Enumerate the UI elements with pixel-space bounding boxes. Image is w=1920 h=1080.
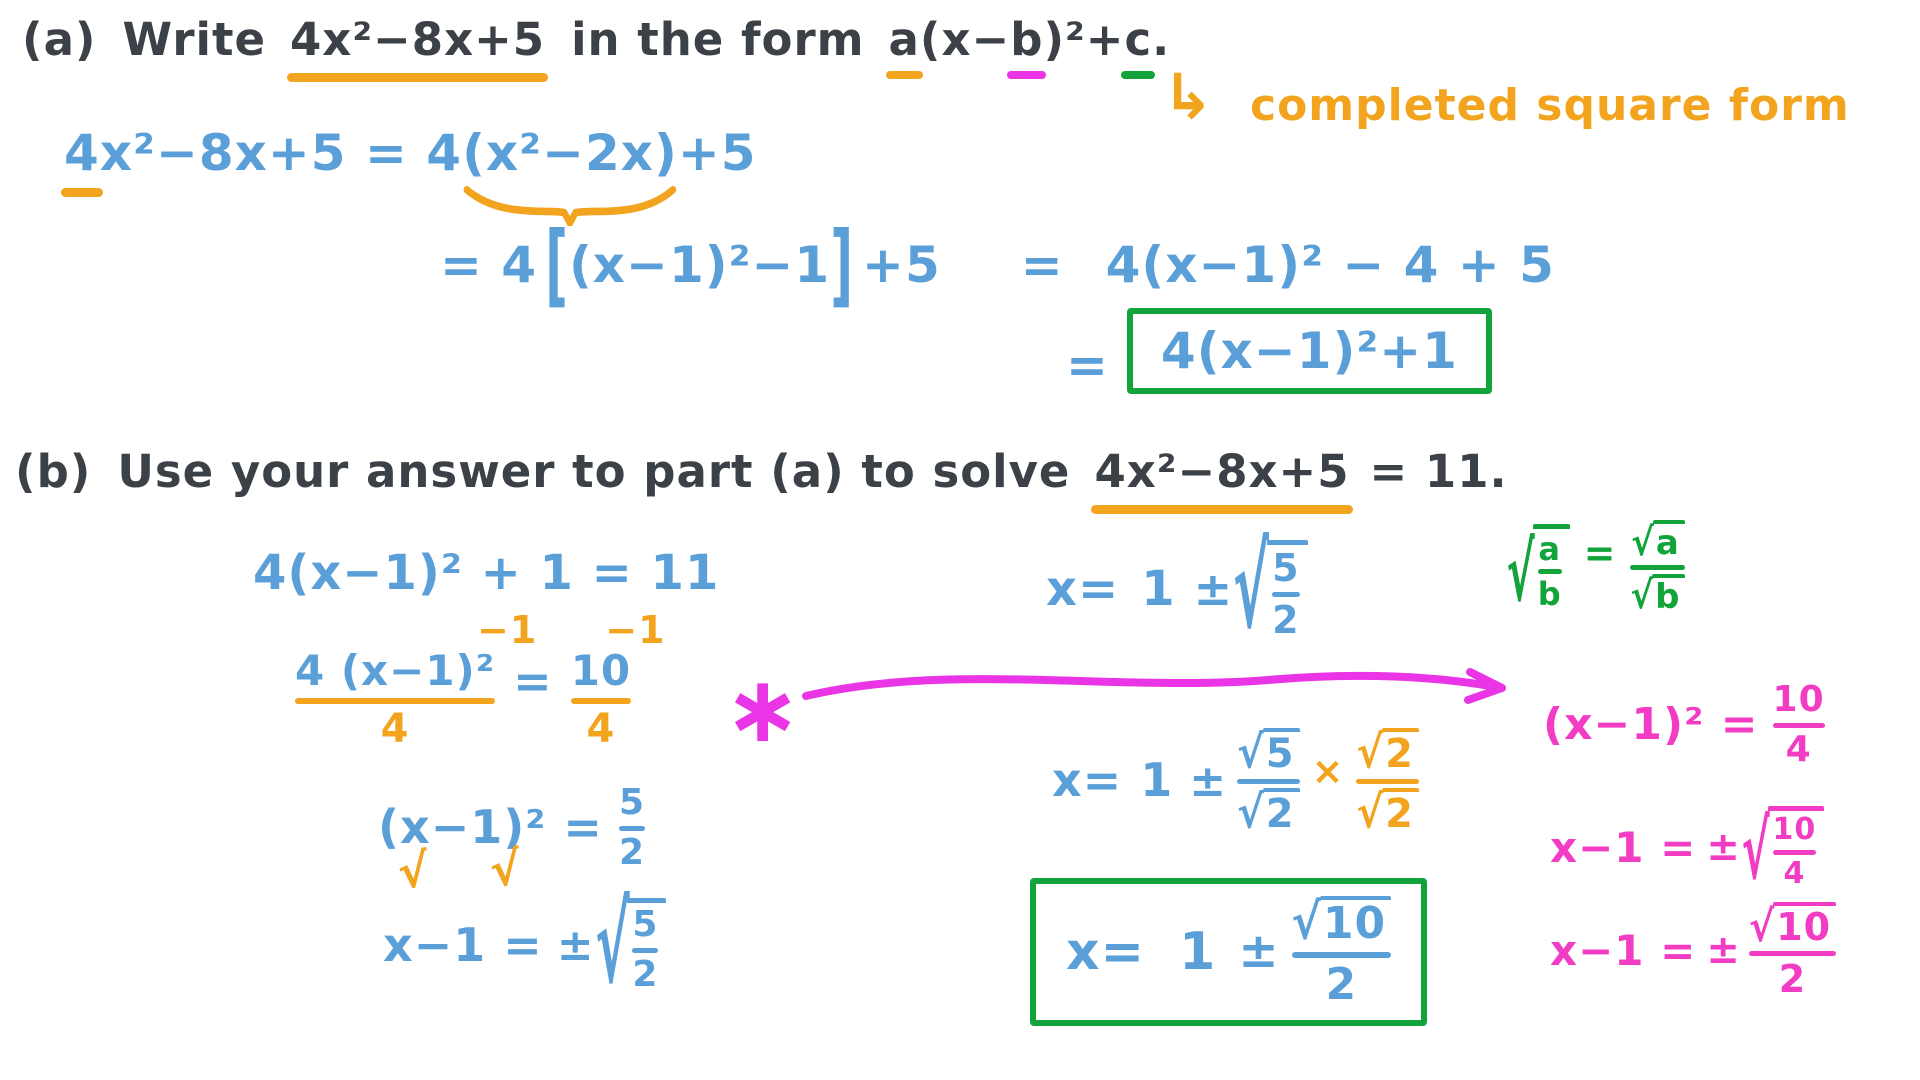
question-b-expression: 4x²−8x+5 [1094, 445, 1350, 498]
sqrt-both-sides-left-icon: √ [395, 842, 433, 900]
b-left-line1-text: 4(x−1)² + 1 = 11 [253, 545, 720, 601]
fraction-sqrt10-over-2 [1291, 893, 1392, 1010]
sqrt-5-over-2 [1233, 522, 1307, 655]
fraction-den: b [1537, 575, 1562, 614]
fraction-num: a [1538, 529, 1561, 568]
times-sign: × [1311, 748, 1345, 793]
fraction-den: 4 [380, 705, 410, 752]
radicand: 5 [1263, 728, 1300, 775]
radicand: 10 [1773, 902, 1836, 947]
question-a-label: (a) [22, 13, 97, 66]
plus-minus-sign: ± [1706, 824, 1741, 870]
line2-tail: +5 [862, 236, 941, 294]
form-period: . [1152, 13, 1171, 66]
fraction-num: 4 (x−1)² [295, 646, 496, 695]
equals-sign: = [513, 653, 553, 708]
fraction-bar [1630, 565, 1685, 570]
fraction-bar [1356, 779, 1419, 784]
b-left-divide-line [295, 646, 632, 752]
fraction-bar [1292, 952, 1392, 958]
plus-minus-sign: ± [1706, 926, 1741, 973]
radicand: b [1652, 574, 1685, 615]
fraction-bar [619, 826, 645, 831]
radicand: 2 [1382, 788, 1419, 835]
sqrt-5-over-2 [594, 880, 667, 1008]
sqrt-2 [1237, 787, 1300, 839]
right-bracket: ] [830, 212, 855, 318]
form-coefficient-c: c [1124, 13, 1153, 66]
b-m1-lhs: x= [1046, 560, 1120, 617]
b-r3-lhs: x−1 = [1550, 925, 1697, 975]
sqrt-both-sides-right-icon: √ [487, 840, 525, 898]
completed-square-annotation: completed square form [1250, 80, 1850, 131]
fraction-num: 10 [570, 646, 632, 695]
b-left-line4-lhs: x−1 = [383, 917, 543, 972]
radicand [1267, 540, 1307, 640]
radical-icon: √ [1233, 522, 1271, 655]
fraction-bar [632, 948, 658, 953]
b-result-one: 1 [1179, 921, 1217, 982]
radical-icon: √ [1291, 893, 1322, 951]
plus-minus-sign: ± [556, 919, 595, 971]
question-a-mid: in the form [571, 13, 865, 66]
minus-one-left: −1 [477, 608, 538, 652]
answer-box-b [1030, 878, 1427, 1026]
b-m2-one: 1 [1140, 753, 1174, 808]
minus-one-right: −1 [605, 608, 666, 652]
working-a-line1 [64, 126, 757, 180]
underbrace-icon [462, 184, 678, 226]
line1-tail: +5 [677, 124, 757, 182]
fraction-5-over-2 [632, 904, 659, 995]
b-result-lhs: x= [1066, 921, 1146, 982]
fraction-num: 5 [1272, 546, 1300, 590]
b-right-line2 [1550, 806, 1824, 899]
fraction-5-over-2 [1272, 546, 1300, 642]
radical-icon: √ [1631, 519, 1655, 565]
fraction-bar [1538, 569, 1562, 574]
b-left-line3-lhs: (x−1)² = [378, 800, 603, 855]
line1-braced-expr: (x²−2x) [462, 124, 678, 182]
form-segment-1: (x− [919, 13, 1011, 66]
working-a-line3 [1066, 308, 1492, 394]
line2-rhs: 4(x−1)² − 4 + 5 [1105, 236, 1555, 294]
plus-minus-sign: ± [1193, 561, 1234, 616]
b-right-line1 [1543, 679, 1825, 770]
radical-icon: √ [1237, 787, 1265, 839]
plus-minus-sign: ± [1189, 755, 1228, 807]
b-right-line3 [1550, 902, 1836, 999]
fraction-bar [1773, 850, 1817, 855]
fraction-bar [1272, 592, 1299, 597]
question-b-label: (b) [15, 445, 92, 498]
b-left-line1 [253, 545, 720, 601]
form-segment-2: )²+ [1043, 13, 1125, 66]
line1-segment: x²−8x+5 = 4 [99, 124, 463, 182]
radicand [627, 898, 666, 993]
fraction-10-over-4 [570, 646, 632, 752]
radicand: 10 [1320, 896, 1391, 947]
fraction-10-over-4 [1772, 679, 1825, 770]
form-coefficient-b: b [1010, 13, 1044, 66]
fraction-lhs-over-4 [295, 646, 496, 752]
question-b-text: Use your answer to part (a) to solve [117, 445, 1071, 498]
line3-eq: = [1066, 336, 1109, 394]
radicand [1533, 524, 1570, 614]
equals-sign: = [1583, 530, 1617, 575]
form-coefficient-a: a [888, 13, 920, 66]
fraction-den: 2 [1272, 597, 1300, 642]
sqrt-10-over-4 [1741, 806, 1824, 899]
fraction-num: 10 [1772, 679, 1825, 720]
b-left-line4 [383, 880, 666, 1008]
radical-icon: √ [1356, 787, 1385, 839]
fraction-sqrt10-over-2 [1749, 902, 1836, 999]
left-bracket: [ [545, 212, 569, 318]
fraction-den: 4 [586, 705, 616, 752]
sqrt-b [1630, 573, 1685, 619]
fraction-bar [571, 698, 631, 704]
fraction-sqrta-over-sqrtb [1630, 519, 1685, 619]
question-b-tail: = 11. [1369, 445, 1508, 498]
radicand: 2 [1382, 728, 1419, 775]
line1-braced-group [462, 126, 678, 180]
b-final-answer [1066, 893, 1391, 1010]
b-r1-lhs: (x−1)² = [1543, 699, 1759, 751]
radical-icon: √ [1741, 806, 1771, 899]
fraction-bar [1237, 779, 1300, 784]
fraction-den: 2 [1778, 956, 1807, 1001]
fraction-den: 2 [618, 831, 646, 873]
sqrt-a-over-b [1506, 524, 1570, 620]
sqrt-10 [1748, 901, 1836, 951]
fraction-den: 2 [1325, 958, 1358, 1010]
fraction-bar [1749, 951, 1836, 956]
sqrt-2 [1356, 787, 1419, 839]
fraction-den: 4 [1783, 855, 1806, 891]
sqrt-5 [1237, 727, 1300, 779]
line2-eq2: = [1020, 236, 1064, 294]
radical-icon: √ [1748, 901, 1776, 951]
sqrt-10 [1291, 893, 1392, 951]
answer-box-a [1127, 308, 1492, 394]
fraction-sqrt5-over-sqrt2 [1237, 727, 1300, 839]
b-left-subtract-ones [477, 610, 666, 651]
fraction-10-over-4 [1772, 812, 1817, 891]
radicand: 2 [1263, 788, 1300, 835]
radicand [1768, 806, 1825, 889]
fraction-num: 10 [1772, 812, 1817, 847]
sqrt-a [1631, 519, 1685, 565]
plus-minus-sign: ± [1238, 922, 1280, 979]
hook-arrow-icon: ↳ [1162, 60, 1215, 133]
fraction-5-over-2 [618, 782, 646, 873]
line2-inner: (x−1)²−1 [568, 236, 831, 294]
pink-arrow-icon [798, 650, 1528, 724]
radical-icon: √ [1356, 727, 1385, 779]
b-m2-lhs: x= [1052, 753, 1123, 808]
line2-eq1: = 4 [440, 236, 538, 294]
surd-identity [1506, 519, 1685, 620]
b-r2-lhs: x−1 = [1550, 822, 1697, 872]
question-a-verb: Write [122, 13, 266, 66]
fraction-den: 4 [1785, 728, 1812, 770]
fraction-sqrt2-over-sqrt2 [1356, 727, 1419, 839]
radical-icon: √ [1506, 527, 1536, 620]
fraction-a-over-b [1537, 529, 1562, 614]
radical-icon: √ [1630, 573, 1655, 619]
fraction-num: 5 [632, 904, 659, 945]
working-a-line2 [440, 212, 1555, 318]
b-middle-line1 [1046, 522, 1308, 655]
question-a [22, 13, 1171, 66]
answer-a: 4(x−1)²+1 [1160, 322, 1458, 380]
radical-icon: √ [1237, 727, 1265, 779]
b-m1-one: 1 [1141, 560, 1176, 617]
radicand: a [1653, 520, 1685, 561]
question-a-expression: 4x²−8x+5 [290, 13, 546, 66]
line1-lead-4: 4 [64, 124, 100, 182]
asterisk-marker: ∗ [724, 656, 803, 763]
fraction-num: 5 [618, 782, 646, 823]
sqrt-2 [1356, 727, 1419, 779]
b-middle-line2 [1052, 727, 1419, 839]
question-b [15, 445, 1508, 498]
fraction-bar [295, 698, 495, 704]
radical-icon: √ [594, 880, 631, 1008]
fraction-bar [1773, 723, 1825, 728]
fraction-den: 2 [632, 953, 659, 995]
